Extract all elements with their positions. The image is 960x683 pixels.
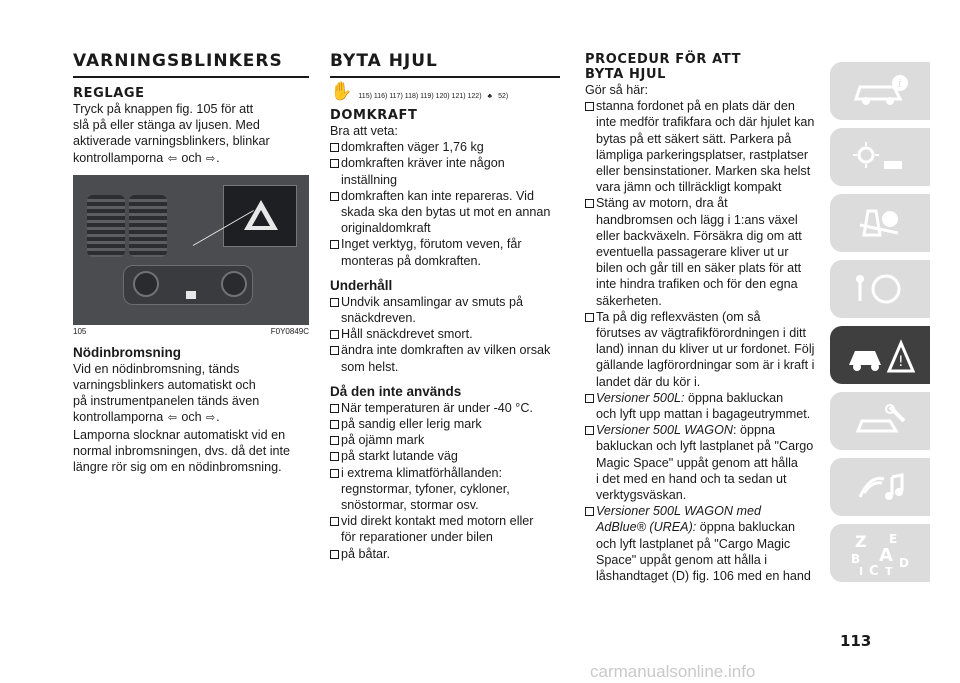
figure-caption [73, 327, 309, 336]
paragraph-line: aktiverade varningsblinkers, blinkar [73, 134, 270, 149]
bullet-item [330, 546, 560, 562]
hazard-triangle-inner [252, 210, 270, 226]
chapter-tab-multimedia[interactable] [830, 458, 930, 516]
bullet-item [330, 400, 560, 416]
warning-refs: 115) 116) 117) 118) 119) 120) 121) 122) [358, 93, 482, 100]
airbag-seat-icon [830, 194, 930, 252]
bullet-line: gällande lagförordningar som är i kraft i [596, 358, 815, 373]
bullet-line: ändra inte domkraften av vilken orsak [341, 343, 551, 358]
bullet-line: för reparationer under bilen [341, 530, 493, 545]
paragraph-line: Gör så här: [585, 83, 648, 97]
text-fragment: och [181, 150, 202, 165]
chapter-tab-car-info[interactable] [830, 62, 930, 120]
paragraph-line: Lamporna slocknar automatiskt vid en [73, 427, 286, 442]
bullet-line: : öppna [732, 423, 775, 438]
bullet-line: Stäng av motorn, dra åt [596, 196, 728, 211]
bullet-line: öppna bakluckan [696, 520, 795, 535]
bullet-line: öppna bakluckan [684, 390, 784, 405]
text-fragment: . [216, 410, 220, 425]
breakdown-warning-icon [830, 326, 930, 384]
paragraph-line: Vid en nödinbromsning, tänds [73, 361, 240, 376]
figure-code: F0Y0849C [270, 326, 309, 336]
watermark: carmanualsonline.info [590, 662, 756, 681]
wrench-car-icon [830, 392, 930, 450]
text-fragment: och [181, 410, 202, 425]
bullet-line: eller bensinstationer. Marken ska helst [596, 164, 811, 179]
bullet-line: inställning [341, 172, 398, 187]
index-letter: T [885, 565, 893, 577]
paragraph-line: längre rör sig om en nödinbromsning. [73, 460, 282, 475]
dashboard-figure [73, 175, 309, 325]
index-letter: C [869, 564, 879, 577]
turn-signal-right-icon: ⇨ [206, 152, 216, 165]
version-label: Versioner 500L: [596, 390, 685, 405]
bullet-line: vara jämn och tillräckligt kompakt [596, 180, 782, 195]
bullet-line: bytas på ett säkert sätt. Parkera på [596, 131, 792, 146]
bullet-line: på ojämn mark [341, 433, 425, 448]
bullet-line: låshandtaget (D) fig. 106 med en hand [596, 569, 811, 584]
version-label: AdBlue® (UREA): [596, 520, 697, 535]
car-info-icon [830, 62, 930, 120]
bullet-line: Magic Space" uppåt genom att hålla [596, 455, 798, 470]
text-fragment: . [216, 150, 220, 165]
turn-signal-left-icon: ⇦ [167, 152, 177, 165]
bullet-item [585, 195, 815, 308]
bullet-line: inte medför trafikfara och där hjulet kan [596, 115, 815, 130]
index-letter: E [889, 532, 898, 546]
turn-signal-right-icon: ⇨ [206, 412, 216, 425]
hazard-button-closeup [223, 185, 297, 247]
dashboard-lights-icon [830, 128, 930, 186]
bullet-line: snöstormar, stormar osv. [341, 498, 479, 513]
bullet-line: i extrema klimatförhållanden: [341, 465, 502, 480]
chapter-tab-emergency[interactable] [830, 326, 930, 384]
bullet-line: och lyft lastplanet på "Cargo Magic [596, 536, 791, 551]
title-rule [73, 76, 309, 78]
column-varningsblinkers [73, 52, 309, 475]
bullet-list [330, 294, 560, 375]
chapter-tab-starting[interactable] [830, 260, 930, 318]
bullet-line: Undvik ansamlingar av smuts på [341, 294, 523, 309]
bullet-line: och lyft upp mattan i bagageutrymmet. [596, 407, 811, 422]
bullet-item [585, 503, 815, 584]
paragraph-line [73, 150, 309, 167]
index-letter: B [851, 552, 861, 566]
text-fragment: kontrollamporna [73, 150, 164, 165]
bullet-line: eller backväxeln. Försäkra dig om att [596, 228, 802, 243]
bullet-line: på båtar. [341, 546, 391, 561]
bullet-item [330, 139, 560, 155]
bullet-line: domkraften kräver inte någon [341, 156, 505, 171]
bullet-item [330, 432, 560, 448]
bullet-line: land) innan du kliver ut ur fordonet. Följ [596, 342, 815, 357]
bullet-item [330, 448, 560, 464]
paragraph-line: Bra att veta: [330, 124, 398, 138]
section-title: BYTA HJUL [585, 67, 667, 82]
chapter-sidebar [830, 62, 930, 590]
key-steering-wheel-icon [830, 260, 930, 318]
turn-signal-left-icon: ⇦ [167, 412, 177, 425]
bullet-item [330, 236, 560, 268]
paragraph-line: normal inbromsningen, dvs. då det inte [73, 443, 291, 458]
bullet-item [330, 342, 560, 374]
bullet-line: i det med en hand och ta sedan ut [596, 471, 787, 486]
subheading-reglage: REGLAGE [73, 86, 145, 101]
paragraph-line: på instrumentpanelen tänds även [73, 394, 260, 409]
bullet-line: Håll snäckdrevet smort. [341, 327, 473, 342]
chapter-tab-safety[interactable] [830, 194, 930, 252]
bullet-line: Space" uppåt genom att hålla i [596, 552, 768, 567]
environment-icon: ♣ [487, 93, 493, 100]
section-title: PROCEDUR FÖR ATT [585, 52, 742, 67]
bullet-line: landet där du kör i. [596, 374, 701, 389]
bullet-line: bakluckan och lyft lastplanet på "Cargo [596, 439, 814, 454]
bullet-line: lämpliga parkeringsplatser, rastplatser [596, 147, 809, 162]
chapter-tab-maintenance[interactable] [830, 392, 930, 450]
bullet-line: verktygsväskan. [596, 488, 687, 503]
bullet-item [330, 326, 560, 342]
bullet-line: på sandig eller lerig mark [341, 417, 482, 432]
bullet-item [585, 309, 815, 390]
bullet-line: stanna fordonet på en plats där den [596, 99, 795, 114]
bullet-item [585, 422, 815, 503]
chapter-tab-index[interactable] [830, 524, 930, 582]
index-letter: A [879, 545, 893, 566]
bullet-line: som helst. [341, 359, 399, 374]
environment-ref: 52) [498, 93, 509, 100]
bullet-item [330, 416, 560, 432]
svg-text:i: i [898, 77, 902, 90]
bullet-item [330, 188, 560, 237]
paragraph-line: Tryck på knappen fig. 105 för att [73, 102, 254, 116]
bullet-item [585, 390, 815, 422]
paragraph-line [73, 409, 309, 426]
subheading-domkraft: DOMKRAFT [330, 108, 418, 123]
bullet-item [330, 294, 560, 326]
bullet-item [585, 98, 815, 195]
bullet-line: När temperaturen är under -40 °C. [341, 400, 533, 415]
bullet-line: vid direkt kontakt med motorn eller [341, 514, 534, 529]
bullet-list [330, 400, 560, 562]
reference-icons [330, 82, 560, 100]
bullet-item [330, 155, 560, 187]
air-vent [129, 195, 167, 257]
bullet-line: eventuella passagerare kliver ut ur [596, 245, 789, 260]
warning-hand-icon: ✋ [330, 81, 353, 101]
page-number: 113 [840, 632, 872, 650]
multimedia-icon [830, 458, 930, 516]
bullet-line: förutses av vägtrafikförordningen i ditt [596, 326, 807, 341]
bullet-line: Ta på dig reflexvästen (om så [596, 309, 761, 324]
bullet-item [330, 513, 560, 545]
index-letter: D [899, 556, 909, 570]
title-rule [330, 76, 560, 78]
index-letter: I [859, 565, 864, 577]
bullet-line: originaldomkraft [341, 221, 431, 236]
bullet-line: skada ska den bytas ut mot en annan [341, 205, 551, 220]
bullet-line: regnstormar, tyfoner, cykloner, [341, 481, 510, 496]
paragraph-line: slå på eller stänga av ljusen. Med [73, 118, 260, 133]
bullet-item [330, 465, 560, 514]
bullet-line: säkerheten. [596, 293, 662, 308]
subheading-nodinbromsning: Nödinbromsning [73, 344, 181, 360]
index-letter: Z [855, 532, 867, 551]
climate-knob [221, 271, 247, 297]
subheading-underhall: Underhåll [330, 277, 393, 293]
bullet-line: inte hindra trafiken och för den egna [596, 277, 798, 292]
version-label: Versioner 500L WAGON med [596, 504, 761, 519]
svg-text:!: ! [898, 354, 904, 370]
bullet-line: domkraften kan inte repareras. Vid [341, 188, 534, 203]
air-vent [87, 195, 125, 257]
hazard-button [186, 291, 196, 299]
bullet-line: monteras på domkraften. [341, 253, 482, 268]
subheading-da-den-inte-anvands: Då den inte används [330, 383, 462, 399]
chapter-tab-lights[interactable] [830, 128, 930, 186]
text-fragment: kontrollamporna [73, 410, 164, 425]
climate-knob [133, 271, 159, 297]
bullet-line: handbromsen och lägg i 1:ans växel [596, 212, 798, 227]
section-title: BYTA HJUL [330, 51, 438, 71]
bullet-line: på starkt lutande väg [341, 449, 458, 464]
column-byta-hjul [330, 52, 560, 562]
index-letters-icon [830, 524, 930, 582]
figure-number: 105 [73, 326, 87, 336]
paragraph-line: varningsblinkers automatiskt och [73, 378, 256, 393]
bullet-line: domkraften väger 1,76 kg [341, 140, 484, 155]
bullet-line: Inget verktyg, förutom veven, får [341, 237, 522, 252]
version-label: Versioner 500L WAGON [596, 423, 733, 438]
column-procedur [585, 52, 815, 584]
bullet-line: bilen och går till en säker plats för att [596, 261, 802, 276]
bullet-line: snäckdreven. [341, 311, 416, 326]
section-title: VARNINGSBLINKERS [73, 51, 283, 71]
bullet-list [330, 139, 560, 269]
